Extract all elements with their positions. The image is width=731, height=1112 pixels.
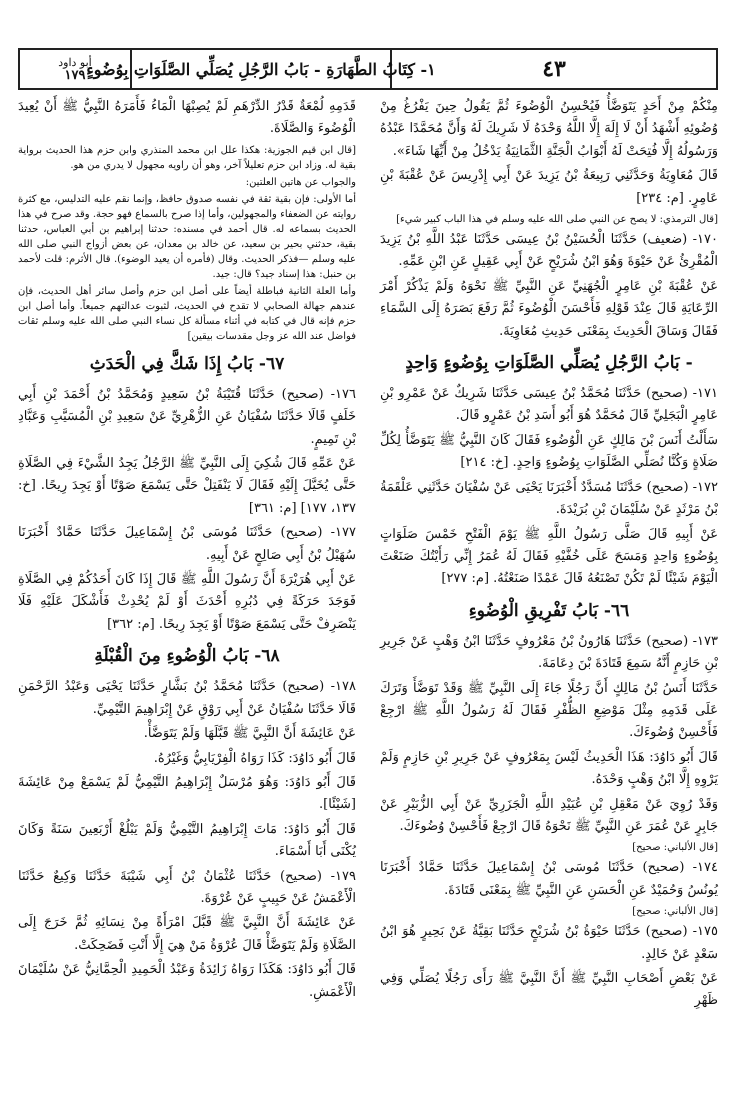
hadith-paragraph: وَقَدْ رُوِيَ عَنْ مَعْقِلِ بْنِ عُبَيْدِ اللَّهِ الْجَزَرِيِّ عَنْ أَبِي الزُّبَيْرِ عَنْ جَابِرٍ عَنْ عُمَرَ عَنِ النَّبِيِّ ﷺ نَحْوَهُ قَالَ ارْجِعْ فَأَحْسِنْ وُضُوءَكَ.	[380, 796, 718, 834]
hadith-paragraph: قَالَ أَبُو دَاوُدَ: وَهُوَ مُرْسَلٌ إِبْرَاهِيمُ التَّيْمِيُّ لَمْ يَسْمَعْ مِنْ عَائِشَةَ [شَيْئًا].	[18, 774, 356, 813]
footnote-paragraph: وأما العلة الثانية فباطلة أيضاً على أصل ابن حزم وأصل سائر أهل الحديث، فإن عندهم جهالة الصحابي لا تقدح في الحديث، لثبوت عدالتهم جميعاً. وأما أصل ابن حزم فإنه قال في كتابه في أثناء مسألة كل نساء النبي صلى الله عليه وسلم ثقات فواضل عند الله عز وجل مقدسات بيقين]	[18, 285, 356, 342]
hadith-paragraph: حَدَّثَنَا أَنَسُ بْنُ مَالِكٍ أَنَّ رَجُلًا جَاءَ إِلَى النَّبِيِّ ﷺ وَقَدْ تَوَضَّأَ وَتَرَكَ عَلَى قَدَمِهِ مِثْلَ مَوْضِعِ الظُّفْرِ فَقَالَ لَهُ رَسُولُ اللَّهِ ﷺ ارْجِعْ فَأَحْسِنْ وُضُوءَكَ.	[380, 680, 718, 741]
hadith-paragraph: ١٧٣- (صحيح) حَدَّثَنَا هَارُونُ بْنُ مَعْرُوفٍ حَدَّثَنَا ابْنُ وَهْبٍ عَنْ جَرِيرِ بْنِ حَازِمٍ أَنَّهُ سَمِعَ قَتَادَةَ بْنَ دِعَامَةَ.	[380, 633, 718, 672]
hadith-paragraph: عَنْ عَائِشَةَ أَنَّ النَّبِيَّ ﷺ قَبَّلَ امْرَأَةً مِنْ نِسَائِهِ ثُمَّ خَرَجَ إِلَى الصَّلَاةِ وَلَمْ يَتَوَضَّأْ قَالَ عُرْوَةُ مَنْ هِيَ إِلَّا أَنْتِ فَضَحِكَتْ.	[18, 915, 356, 953]
section-heading: ٦٨- بَابُ الْوُضُوءِ مِنَ الْقُبْلَةِ	[94, 646, 280, 667]
footnote-paragraph: [قال الألباني: صحيح]	[632, 906, 718, 918]
hadith-paragraph: عَنْ أَبِي هُرَيْرَةَ أَنَّ رَسُولَ اللَّهِ ﷺ قَالَ إِذَا كَانَ أَحَدُكُمْ فِي الصَّلَاةِ فَوَجَدَ حَرَكَةً فِي دُبُرِهِ أَحْدَثَ أَوْ لَمْ يُحْدِثْ فَأَشْكَلَ عَلَيْهِ فَلَا يَنْصَرِفْ حَتَّى يَسْمَعَ صَوْتًا أَوْ يَجِدَ رِيحًا. [م: ٣٦٢]	[18, 572, 356, 632]
hadith-paragraph: عَنْ عَمِّهِ قَالَ شُكِيَ إِلَى النَّبِيِّ ﷺ الرَّجُلُ يَجِدُ الشَّيْءَ فِي الصَّلَاةِ حَتَّى يُخَيَّلَ إِلَيْهِ فَقَالَ لَا يَنْفَتِلْ حَتَّى يَسْمَعَ صَوْتًا أَوْ يَجِدَ رِيحًا. [خ: ١٣٧، ١٧٧] [م: ٣٦١]	[18, 456, 356, 516]
hadith-paragraph: ١٧٥- (صحيح) حَدَّثَنَا حَيْوَةُ بْنُ شُرَيْحٍ حَدَّثَنَا بَقِيَّةُ عَنْ بَحِيرٍ هُوَ ابْنُ سَعْدٍ عَنْ خَالِدٍ.	[380, 924, 718, 962]
hadith-paragraph: سَأَلْتُ أَنَسَ بْنَ مَالِكٍ عَنِ الْوُضُوءِ فَقَالَ كَانَ النَّبِيُّ ﷺ يَتَوَضَّأُ لِكُلِّ صَلَاةٍ وَكُنَّا نُصَلِّي الصَّلَوَاتِ بِوُضُوءٍ وَاحِدٍ. [خ: ٢١٤]	[380, 432, 718, 471]
hadith-paragraph: مِنْكُمْ مِنْ أَحَدٍ يَتَوَضَّأُ فَيُحْسِنُ الْوُضُوءَ ثُمَّ يَقُولُ حِينَ يَفْرُغُ مِنْ وُضُوئِهِ أَشْهَدُ أَنْ لَا إِلَهَ إِلَّا اللَّهُ وَحْدَهُ لَا شَرِيكَ لَهُ وَأَنَّ مُحَمَّدًا عَبْدُهُ وَرَسُولُهُ إِلَّا فُتِحَتْ لَهُ أَبْوَابُ الْجَنَّةِ الثَّمَانِيَةُ يَدْخُلُ مِنْ أَيِّهَا شَاءَ».	[380, 99, 718, 159]
hadith-paragraph: ١٧٤- (صحيح) حَدَّثَنَا مُوسَى بْنُ إِسْمَاعِيلَ حَدَّثَنَا حَمَّادٌ أَخْبَرَنَا يُونُسُ وَحُمَيْدٌ عَنِ الْحَسَنِ عَنِ النَّبِيِّ ﷺ بِمَعْنَى قَتَادَةَ.	[380, 860, 718, 898]
hadith-paragraph: عَنْ بَعْضِ أَصْحَابِ النَّبِيِّ ﷺ أَنَّ النَّبِيَّ ﷺ رَأَى رَجُلًا يُصَلِّي وَفِي ظَهْرِ	[380, 971, 718, 1009]
book-reference-label: أبو داود	[58, 56, 92, 69]
footnote-paragraph: [قال ابن قيم الجوزية: هكذا علل ابن محمد المنذري وابن حزم هذا الحديث برواية بقية له. وزاد ابن حزم تعليلاً آخر، وهو أن راويه مجهول لا يدري من هو.	[18, 144, 356, 171]
hadith-paragraph: ١٧٦- (صحيح) حَدَّثَنَا قُتَيْبَةُ بْنُ سَعِيدٍ وَمُحَمَّدُ بْنُ أَحْمَدَ بْنِ أَبِي خَلَفٍ قَالَا حَدَّثَنَا سُفْيَانُ عَنِ الزُّهْرِيِّ عَنْ سَعِيدِ بْنِ الْمُسَيَّبِ وَعَبَّادِ بْنِ تَمِيمٍ.	[18, 386, 356, 447]
document-page	[18, 10, 718, 1102]
section-heading: ٦٦- بَابُ تَفْرِيقِ الْوُضُوءِ	[468, 600, 630, 621]
hadith-paragraph: قَالَ أَبُو دَاوُدَ: هَكَذَا رَوَاهُ زَائِدَةُ وَعَبْدُ الْحَمِيدِ الْحِمَّانِيُّ عَنْ سُلَيْمَانَ الْأَعْمَشِ.	[18, 962, 356, 1000]
hadith-paragraph: قَدَمِهِ لُمْعَةٌ قَدْرُ الدِّرْهَمِ لَمْ يُصِبْهَا الْمَاءُ فَأَمَرَهُ النَّبِيُّ ﷺ أَنْ يُعِيدَ الْوُضُوءَ وَالصَّلَاةَ.	[18, 99, 356, 137]
hadith-paragraph: قَالَ أَبُو دَاوُدَ: هَذَا الْحَدِيثُ لَيْسَ بِمَعْرُوفٍ عَنْ جَرِيرِ بْنِ حَازِمٍ وَلَمْ يَرْوِهِ إِلَّا ابْنُ وَهْبٍ وَحْدَهُ.	[380, 749, 718, 788]
page-header	[18, 48, 718, 90]
hadith-paragraph: ١٧٨- (صحيح) حَدَّثَنَا مُحَمَّدُ بْنُ بَشَّارٍ حَدَّثَنَا يَحْيَى وَعَبْدُ الرَّحْمَنِ قَالَا حَدَّثَنَا سُفْيَانُ عَنْ أَبِي رَوْقٍ عَنْ إِبْرَاهِيمَ التَّيْمِيِّ.	[18, 679, 356, 717]
book-reference	[20, 50, 130, 88]
hadith-paragraph: عَنْ عُقْبَةَ بْنِ عَامِرٍ الْجُهَنِيِّ عَنِ النَّبِيِّ ﷺ نَحْوَهُ وَلَمْ يَذْكُرْ أَمْرَ الرِّعَايَةِ قَالَ عِنْدَ قَوْلِهِ فَأَحْسَنَ الْوُضُوءَ ثُمَّ رَفَعَ بَصَرَهُ إِلَى السَّمَاءِ فَقَالَ وَسَاقَ الْحَدِيثَ بِمَعْنَى حَدِيثِ مُعَاوِيَةَ.	[380, 278, 718, 339]
footnote-paragraph: [قال الألباني: صحيح]	[632, 842, 718, 854]
hadith-paragraph: عَنْ أَبِيهِ قَالَ صَلَّى رَسُولُ اللَّهِ ﷺ يَوْمَ الْفَتْحِ خَمْسَ صَلَوَاتٍ بِوُضُوءٍ وَاحِدٍ وَمَسَحَ عَلَى خُفَّيْهِ فَقَالَ لَهُ عُمَرُ إِنِّي رَأَيْتُكَ صَنَعْتَ الْيَوْمَ شَيْئًا لَمْ تَكُنْ تَصْنَعُهُ قَالَ عَمْدًا صَنَعْتُهُ. [م: ٢٧٧]	[380, 526, 718, 587]
hadith-paragraph: ١٧٢- (صحيح) حَدَّثَنَا مُسَدَّدٌ أَخْبَرَنَا يَحْيَى عَنْ سُفْيَانَ حَدَّثَنِي عَلْقَمَةُ بْنُ مَرْثَدٍ عَنْ سُلَيْمَانَ بْنِ بُرَيْدَةَ.	[380, 479, 718, 518]
section-heading: - بَابُ الرَّجُلِ يُصَلِّي الصَّلَوَاتِ بِوُضُوءٍ وَاحِدٍ	[405, 353, 693, 374]
hadith-paragraph: قَالَ أَبُو دَاوُدَ: كَذَا رَوَاهُ الْفِرْيَابِيُّ وَغَيْرُهُ.	[153, 750, 356, 766]
hadith-paragraph: ١٧٩- (صحيح) حَدَّثَنَا عُثْمَانُ بْنُ أَبِي شَيْبَةَ حَدَّثَنَا وَكِيعٌ حَدَّثَنَا الْأَعْمَشُ عَنْ حَبِيبٍ عَنْ عُرْوَةَ.	[18, 868, 356, 906]
hadith-paragraph: ١٧١- (صحيح) حَدَّثَنَا مُحَمَّدُ بْنُ عِيسَى حَدَّثَنَا شَرِيكٌ عَنْ عَمْرِو بْنِ عَامِرٍ الْبَجَلِيِّ قَالَ مُحَمَّدٌ هُوَ أَبُو أَسَدِ بْنُ عَمْرٍو قَالَ.	[380, 386, 718, 424]
hadith-paragraph: ١٧٧- (صحيح) حَدَّثَنَا مُوسَى بْنُ إِسْمَاعِيلَ حَدَّثَنَا حَمَّادٌ أَخْبَرَنَا سُهَيْلُ بْنُ أَبِي صَالِحٍ عَنْ أَبِيهِ.	[18, 525, 356, 563]
page-number: ٤٣	[390, 50, 716, 88]
hadith-paragraph: ١٧٠- (ضعيف) حَدَّثَنَا الْحُسَيْنُ بْنُ عِيسَى حَدَّثَنَا عَبْدُ اللَّهِ بْنُ يَزِيدَ الْمُقْرِئُ عَنْ حَيْوَةَ وَهُوَ ابْنُ شُرَيْحٍ عَنْ أَبِي عَقِيلٍ عَنِ ابْنِ عَمِّهِ.	[380, 232, 718, 270]
footnote-paragraph: والجواب عن هاتين العلتين:	[245, 176, 356, 188]
section-heading: ٦٧- بَابُ إِذَا شَكَّ فِي الْحَدَثِ	[89, 353, 285, 374]
left-text-column	[18, 96, 356, 1006]
book-reference-number: ١٧٩	[64, 68, 86, 83]
hadith-paragraph: عَنْ عَائِشَةَ أَنَّ النَّبِيَّ ﷺ قَبَّلَهَا وَلَمْ يَتَوَضَّأْ.	[143, 726, 356, 742]
footnote-paragraph: [قال الترمذي: لا يصح عن النبي صلى الله عليه وسلم في هذا الباب كبير شيء]	[396, 214, 718, 226]
footnote-paragraph: أما الأولى: فإن بقية ثقة في نفسه صدوق حافظ، وإنما نقم عليه التدليس، مع كثرة روايته عن الضعفاء والمجهولين، وأما إذا صرح بالسماع فهو حجة. وقد صرح في هذا الحديث بسماعه له. قال أحمد في مسنده: حدثنا إبراهيم بن أبي العباس، حدثنا بقية، حدثني بحير بن سعيد، عن خالد بن معدان، عن بعض أزواج النبي صلى الله عليه وسلم —فذكر الحديث. وقال (فأمره أن يعيد الوضوء). قال الأثرم: قلت لأحمد بن حنبل: هذا إسناد جيد؟ قال: جيد.	[18, 193, 356, 280]
hadith-paragraph: قَالَ مُعَاوِيَةُ وَحَدَّثَنِي رَبِيعَةُ بْنُ يَزِيدَ عَنْ أَبِي إِدْرِيسَ عَنْ عُقْبَةَ بْنِ عَامِرٍ. [م: ٢٣٤]	[380, 168, 718, 206]
hadith-paragraph: قَالَ أَبُو دَاوُدَ: مَاتَ إِبْرَاهِيمُ التَّيْمِيُّ وَلَمْ يَبْلُغْ أَرْبَعِينَ سَنَةً وَكَانَ يُكْنَى أَبَا أَسْمَاءَ.	[18, 821, 356, 860]
right-text-column	[380, 96, 718, 1015]
running-title: ١- كِتَابُ الطَّهَارَةِ - بَابُ الرَّجُلِ يُصَلِّي الصَّلَوَاتِ بِوُضُوءٍ	[130, 50, 390, 88]
